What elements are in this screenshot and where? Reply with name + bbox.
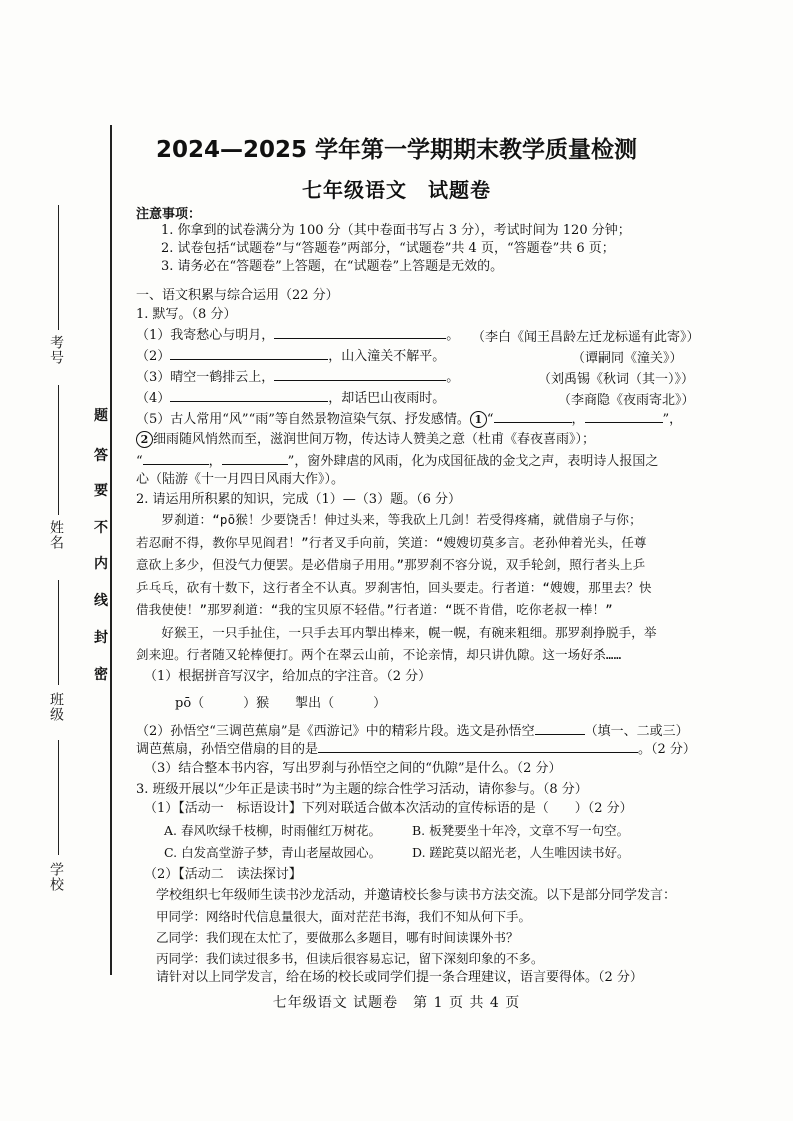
binding-line [110, 125, 112, 975]
name-blank [58, 385, 59, 515]
student-statement: 丙同学：我们读过很多书，但读后很容易忘记，留下深刻印象的不多。 [156, 951, 544, 966]
circle-number: 1 [470, 411, 487, 428]
seal-char: 内 [94, 556, 108, 572]
pinyin-line: pō（ ）猴 掣出（ ） [175, 696, 387, 711]
seal-char: 密 [94, 667, 108, 683]
note-item: 3. 请务必在“答题卷”上答题，在“试题卷”上答题是无效的。 [161, 259, 504, 274]
dictation-line-1: （1）我寄愁心与明月， 。 [136, 328, 460, 343]
class-label: 班级 [48, 692, 64, 722]
option-c: C. 白发高堂游子梦，青山老屋故园心。 [164, 845, 382, 860]
activity-2: （2）【活动二 读法探讨】 [144, 867, 302, 882]
note-item: 1. 你拿到的试卷满分为 100 分（其中卷面书写占 3 分），考试时间为 120 分钟； [161, 223, 631, 238]
option-a: A. 春风吹绿千枝柳，时雨催红万树花。 [164, 823, 381, 838]
source-citation: （李商隐《夜雨寄北》） [558, 393, 695, 408]
option-b: B. 板凳要坐十年冷，文章不写一句空。 [412, 823, 630, 838]
passage-line: 借我使使！”那罗刹道：“我的宝贝原不轻借。”行者道：“既不肯借，吃你老叔一棒！” [136, 602, 613, 617]
question-title: 1. 默写。（8 分） [136, 307, 237, 322]
notes-heading: 注意事项： [136, 207, 202, 222]
seal-char: 不 [94, 520, 108, 536]
exam-subtitle: 七年级语文 试题卷 [302, 178, 491, 202]
source-citation: （谭嗣同《潼关》） [572, 351, 683, 366]
page-footer: 七年级语文 试题卷 第 1 页 共 4 页 [272, 995, 521, 1011]
circle-number: 2 [136, 431, 153, 448]
dictation-line-5b: 2 细雨随风悄然而至，滋润世间万物，传达诗人赞美之意（杜甫《春夜喜雨》）； [136, 431, 595, 449]
sub-question: （3）结合整本书内容，写出罗刹与孙悟空之间的“仇隙”是什么。（2 分） [144, 761, 562, 776]
student-statement: 乙同学：我们现在太忙了，要做那么多题目，哪有时间读课外书？ [156, 930, 519, 945]
activity-2-desc: 学校组织七年级师生读书沙龙活动，并邀请校长参与读书方法交流。以下是部分同学发言： [156, 888, 677, 903]
seal-char: 封 [94, 630, 108, 646]
dictation-line-5: （5）古人常用“风”“雨”等自然景物渲染气氛、抒发感情。 1 “ ， ”， [136, 412, 683, 427]
passage-line: 若忍耐不得，教你早见阎君！”行者叉手向前，笑道：“嫂嫂切莫多言。老孙伸着光头，任尊 [136, 534, 647, 550]
seal-char: 要 [94, 483, 108, 499]
dictation-line-5d: 心（陆游《十一月四日风雨大作》）。 [136, 472, 345, 487]
source-citation: （刘禹锡《秋词（其一）》） [538, 372, 695, 387]
sub-question-2b: 调芭蕉扇，孙悟空借扇的目的是 。（2 分） [136, 742, 696, 757]
activity-1: （1）【活动一 标语设计】下列对联适合做本次活动的宣传标语的是（ ）（2 分） [144, 801, 633, 816]
exam-title: 2024—2025 学年第一学期期末教学质量检测 [155, 137, 638, 163]
passage-line: 罗刹道：“pō猴！少要饶舌！伸过头来，等我砍上几剑！若受得疼痛，就借扇子与你； [136, 512, 642, 527]
seal-char: 答 [94, 448, 108, 464]
passage-line: 意砍上多少，但没气力便罢。是必借扇子用用。”那罗刹不容分说，双手轮剑，照行者头上乒 [136, 557, 646, 572]
source-citation: （李白《闻王昌龄左迁龙标遥有此寄》） [472, 330, 700, 345]
student-statement: 甲同学：网络时代信息量很大，面对茫茫书海，我们不知从何下手。 [156, 909, 532, 924]
activity-2-requirement: 请针对以上同学发言，给在场的校长或同学们提一条合理建议，语言要得体。（2 分） [156, 970, 643, 985]
exam-no-blank [58, 205, 59, 330]
question-title: 2. 请运用所积累的知识，完成（1）—（3）题。（6 分） [136, 492, 461, 507]
sub-question-2: （2）孙悟空“三调芭蕉扇”是《西游记》中的精彩片段。选文是孙悟空 （填一、二或三） [136, 724, 689, 739]
section-heading: 一、语文积累与综合运用（22 分） [136, 288, 339, 303]
dictation-line-2: （2） ，山入潼关不解平。 [136, 349, 446, 364]
seal-char: 线 [94, 593, 108, 609]
passage-line: 剑来迎。行者随又轮棒便打。两个在翠云山前，不论亲情，却只讲仇隙。这一场好杀…… [136, 647, 622, 662]
reading-passage [136, 509, 692, 667]
dictation-line-5c: “ ， ”，窗外肆虐的风雨，化为戍国征战的金戈之声，表明诗人报国之 [136, 454, 659, 469]
passage-line: 好猴王，一只手扯住，一只手去耳内掣出棒来，幌一幌，有碗来粗细。那罗刹挣脱手，举 [136, 624, 657, 640]
exam-no-label: 考号 [48, 335, 64, 365]
question-title: 3. 班级开展以“少年正是读书时”为主题的综合性学习活动，请你参与。（8 分） [136, 782, 588, 797]
sub-question: （1）根据拼音写汉字，给加点的字注音。（2 分） [144, 669, 432, 684]
name-label: 姓名 [48, 520, 64, 550]
seal-char: 题 [94, 408, 108, 424]
school-blank [58, 740, 59, 855]
passage-line: 乒乓乓，砍有十数下，这行者全不认真。罗刹害怕，回头要走。行者道：“嫂嫂，那里去？快 [136, 579, 652, 595]
option-d: D. 蹉跎莫以韶光老，人生唯因读书好。 [412, 845, 630, 860]
class-blank [58, 580, 59, 685]
school-label: 学校 [48, 862, 64, 892]
dictation-line-3: （3）晴空一鹤排云上， 。 [136, 370, 460, 385]
note-item: 2. 试卷包括“试题卷”与“答题卷”两部分，“试题卷”共 4 页，“答题卷”共 6 页； [161, 241, 615, 256]
dictation-line-4: （4） ，却话巴山夜雨时。 [136, 391, 446, 406]
